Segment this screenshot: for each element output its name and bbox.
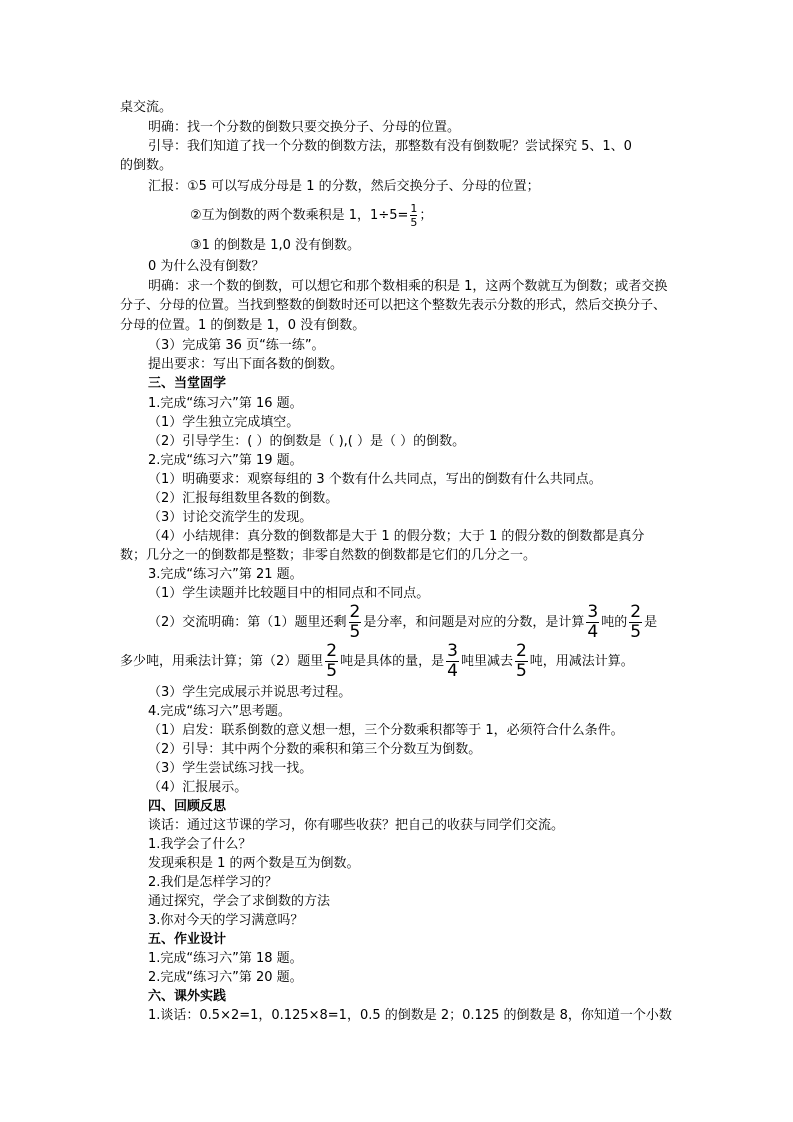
text-line: 通过探究，学会了求倒数的方法: [148, 894, 331, 909]
text-line: 桌交流。: [120, 100, 173, 115]
text-segment: 吨的: [601, 615, 628, 630]
text-line: （2）引导学生：( ）的倒数是（ ),( ）是（ ）的倒数。: [148, 434, 466, 449]
text-segment: 吨，用减法计算。: [529, 654, 634, 669]
fraction: [325, 643, 338, 680]
text-line: 3.完成“练习六”第 21 题。: [148, 567, 303, 582]
text-line: （2）引导：其中两个分数的乘积和第三个分数互为倒数。: [148, 742, 482, 757]
section-heading: 三、当堂固学: [148, 376, 227, 391]
fraction: [446, 643, 459, 680]
text-line: 的倒数。: [120, 158, 173, 173]
fraction-numerator: 2: [515, 641, 527, 661]
text-line: 0 为什么没有倒数？: [148, 259, 265, 274]
fraction-denominator: 5: [515, 661, 527, 681]
fraction-numerator: 2: [630, 602, 642, 622]
text-line-with-fraction: [190, 202, 432, 230]
fraction-numerator: 3: [447, 641, 458, 661]
fraction-numerator: 3: [587, 602, 599, 622]
text-line: 提出要求：写出下面各数的倒数。: [148, 357, 344, 372]
text-line: 1.完成“练习六”第 16 题。: [148, 396, 303, 411]
text-line: 汇报：①5 可以写成分母是 1 的分数，然后交换分子、分母的位置；: [148, 179, 540, 194]
fraction: [586, 604, 599, 641]
fraction-numerator: 2: [326, 641, 338, 661]
fraction: [349, 604, 362, 641]
fraction-denominator: 5: [349, 622, 361, 642]
section-heading: 五、作业设计: [148, 932, 227, 947]
text-line: 1.完成“练习六”第 18 题。: [148, 951, 303, 966]
text-line: （2）汇报每组数里各数的倒数。: [148, 491, 339, 506]
text-line: 分母的位置。1 的倒数是 1，0 没有倒数。: [120, 318, 366, 333]
text-segment: ；: [419, 208, 433, 223]
text-segment: 吨是具体的量，是: [340, 654, 445, 669]
text-line: 明确：求一个数的倒数，可以想它和那个数相乘的积是 1，这两个数就互为倒数；或者交换: [148, 279, 668, 294]
section-heading: 四、回顾反思: [148, 799, 227, 814]
text-segment: 吨里减去: [460, 654, 513, 669]
text-line: （3）学生尝试练习找一找。: [148, 761, 313, 776]
text-line: （1）启发：联系倒数的意义想一想，三个分数乘积都等于 1，必须符合什么条件。: [148, 723, 624, 738]
text-line: 3.你对今天的学习满意吗？: [148, 913, 304, 928]
text-line: （1）学生读题并比较题目中的相同点和不同点。: [148, 586, 430, 601]
text-line: （4）汇报展示。: [148, 780, 248, 795]
fraction-denominator: 5: [630, 622, 642, 642]
text-line: 4.完成“练习六”思考题。: [148, 704, 291, 719]
text-segment: ②互为倒数的两个数乘积是 1，1÷5=: [190, 208, 409, 223]
fraction-denominator: 5: [326, 661, 338, 681]
text-line: （4）小结规律：真分数的倒数都是大于 1 的假分数；大于 1 的假分数的倒数都是真分: [148, 529, 645, 544]
text-segment: 是分率，和问题是对应的分数，是计算: [363, 615, 585, 630]
text-line: 2.完成“练习六”第 20 题。: [148, 970, 303, 985]
fraction-numerator: 2: [349, 602, 361, 622]
text-segment: （2）交流明确：第（1）题里还剩: [148, 615, 347, 630]
text-line: （1）学生独立完成填空。: [148, 415, 300, 430]
text-line: 2.完成“练习六”第 19 题。: [148, 453, 303, 468]
fraction: [515, 643, 528, 680]
text-line: （1）明确要求：观察每组的 3 个数有什么共同点，写出的倒数有什么共同点。: [148, 472, 602, 487]
text-segment: 多少吨，用乘法计算；第（2）题里: [120, 654, 324, 669]
fraction: [410, 203, 417, 228]
text-line: 数；几分之一的倒数都是整数；非零自然数的倒数都是它们的几分之一。: [120, 548, 537, 563]
fraction-denominator: 4: [587, 622, 599, 642]
text-line: 明确：找一个分数的倒数只要交换分子、分母的位置。: [148, 120, 461, 135]
fraction-denominator: 5: [410, 216, 418, 229]
text-line: 1.谈话：0.5×2=1，0.125×8=1，0.5 的倒数是 2；0.125 的倒数是 8，你知道一个小数: [148, 1008, 672, 1023]
text-line: ③1 的倒数是 1,0 没有倒数。: [190, 238, 360, 253]
section-heading: 六、课外实践: [148, 989, 227, 1004]
fraction: [629, 604, 642, 641]
text-line-with-fraction: [148, 604, 657, 642]
text-line: 2.我们是怎样学习的？: [148, 875, 278, 890]
text-line: （3）讨论交流学生的发现。: [148, 510, 313, 525]
text-line: 谈话：通过这节课的学习，你有哪些收获？把自己的收获与同学们交流。: [148, 818, 565, 833]
text-line: 1.我学会了什么？: [148, 837, 252, 852]
fraction-numerator: 1: [410, 202, 418, 215]
text-line: 引导：我们知道了找一个分数的倒数方法，那整数有没有倒数呢？尝试探究 5、1、0: [148, 139, 632, 154]
text-line-with-fraction: [120, 643, 634, 681]
text-segment: 是: [644, 615, 658, 630]
text-line: （3）学生完成展示并说思考过程。: [148, 685, 352, 700]
fraction-denominator: 4: [447, 661, 458, 681]
text-line: 发现乘积是 1 的两个数是互为倒数。: [148, 856, 360, 871]
text-line: 分子、分母的位置。当找到整数的倒数时还可以把这个整数先表示分数的形式，然后交换分子、: [120, 298, 667, 313]
text-line: （3）完成第 36 页“练一练”。: [148, 338, 325, 353]
